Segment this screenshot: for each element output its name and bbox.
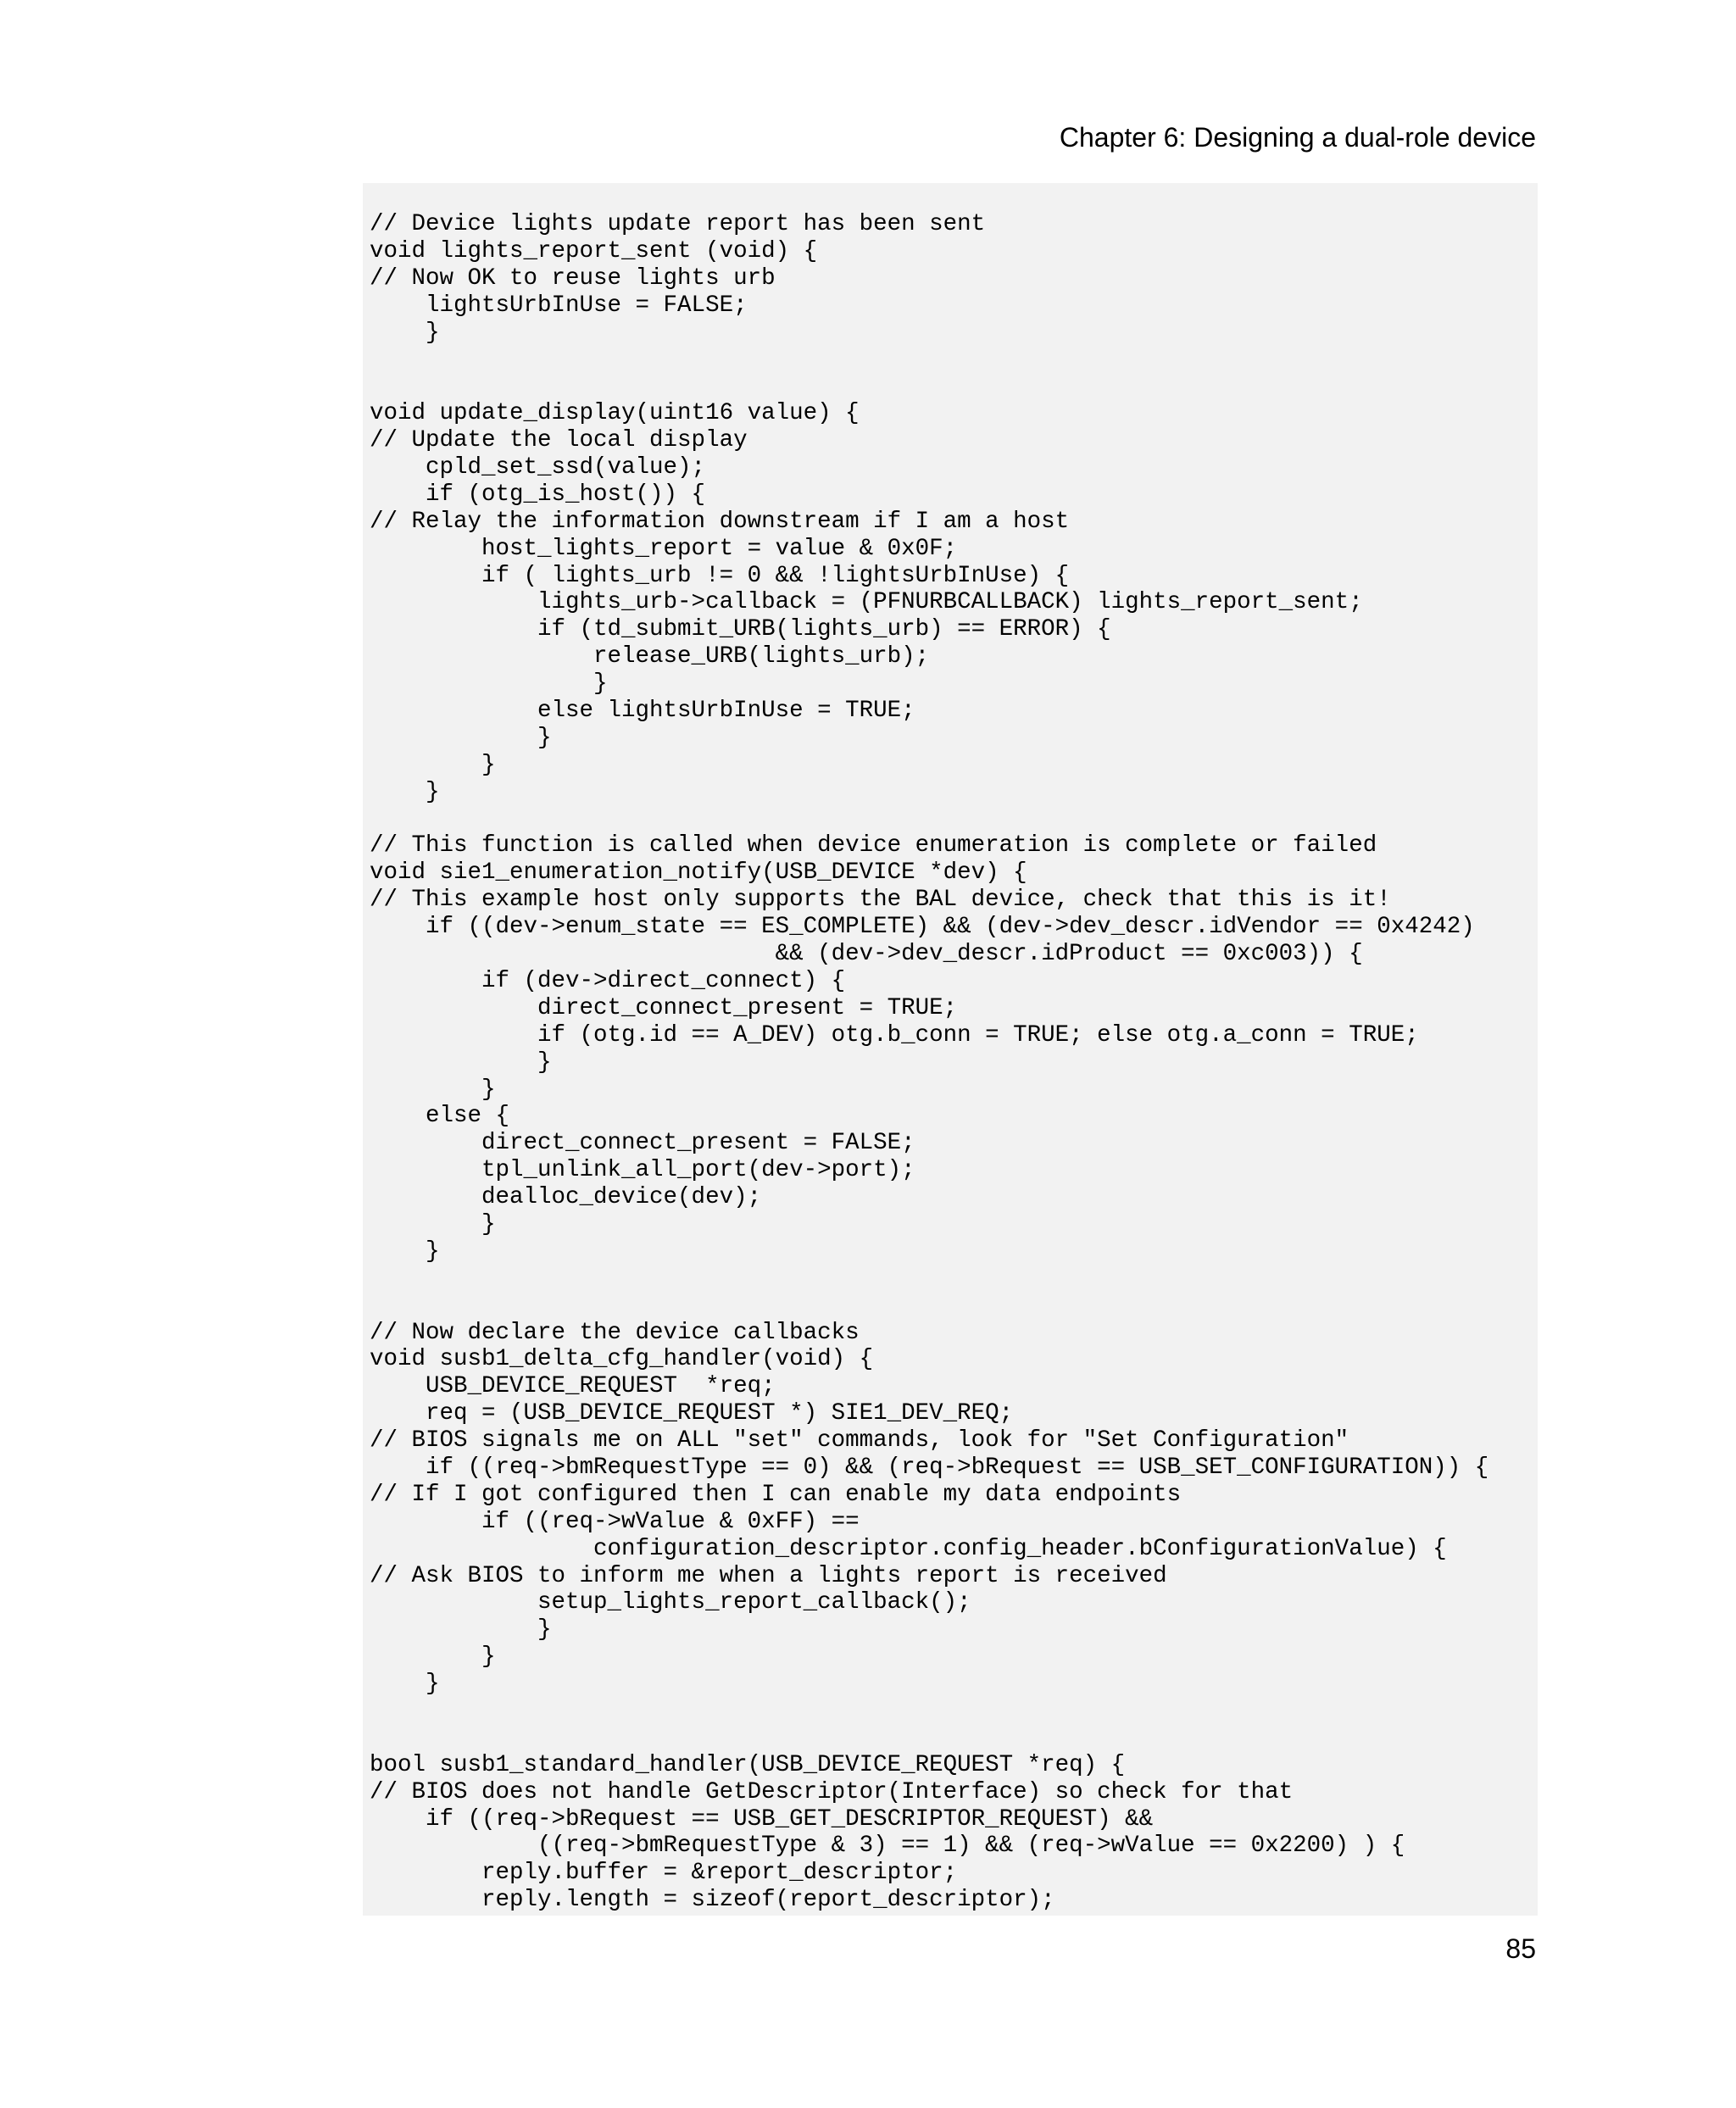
code-line [370, 346, 1488, 373]
code-line: // Now OK to reuse lights urb [370, 264, 776, 292]
code-line: req = (USB_DEVICE_REQUEST *) SIE1_DEV_REQ; [370, 1400, 1014, 1427]
code-line: direct_connect_present = TRUE; [370, 994, 958, 1021]
code-line: } [370, 1048, 552, 1076]
code-line: && (dev->dev_descr.idProduct == 0xc003)) { [370, 941, 1363, 968]
code-line: // This example host only supports the BAL device, check that this is it! [370, 887, 1391, 914]
code-line: if ((dev->enum_state == ES_COMPLETE) && (dev->dev_descr.idVendor == 0x4242) [370, 914, 1475, 941]
code-line: } [370, 1644, 496, 1671]
code-line: host_lights_report = value & 0x0F; [370, 535, 958, 562]
code-line: // Now declare the device callbacks [370, 1319, 860, 1346]
code-line: } [370, 1076, 496, 1103]
code-line: void lights_report_sent (void) { [370, 237, 818, 264]
code-line: void sie1_enumeration_notify(USB_DEVICE *dev) { [370, 859, 1027, 887]
code-line: if ((req->bmRequestType == 0) && (req->bRequest == USB_SET_CONFIGURATION)) { [370, 1454, 1489, 1481]
code-line: reply.length = sizeof(report_descriptor); [370, 1887, 1055, 1914]
code-line: // BIOS signals me on ALL "set" commands, look for "Set Configuration" [370, 1427, 1349, 1454]
code-line [370, 1265, 1488, 1293]
chapter-header: Chapter 6: Designing a dual-role device [1059, 122, 1536, 153]
code-line: tpl_unlink_all_port(dev->port); [370, 1157, 915, 1184]
code-line: USB_DEVICE_REQUEST *req; [370, 1373, 776, 1400]
code-listing [370, 211, 1488, 1914]
code-line [370, 806, 1488, 833]
code-line: direct_connect_present = FALSE; [370, 1130, 915, 1157]
code-line: } [370, 1210, 496, 1238]
code-line: // Update the local display [370, 427, 748, 454]
code-line: } [370, 1238, 440, 1265]
code-line: // Relay the information downstream if I am a host [370, 508, 1070, 535]
code-line: } [370, 778, 440, 805]
code-line: cpld_set_ssd(value); [370, 454, 706, 481]
code-line: void update_display(uint16 value) { [370, 400, 860, 427]
page-number: 85 [1505, 1933, 1536, 1964]
code-line [370, 373, 1488, 400]
code-line: if ( lights_urb != 0 && !lightsUrbInUse) { [370, 562, 1070, 589]
code-line: if ((req->wValue & 0xFF) == [370, 1508, 860, 1535]
code-line: } [370, 1671, 440, 1698]
code-line: ((req->bmRequestType & 3) == 1) && (req->wValue == 0x2200) ) { [370, 1833, 1405, 1860]
code-line: bool susb1_standard_handler(USB_DEVICE_REQUEST *req) { [370, 1751, 1126, 1778]
code-line: release_URB(lights_urb); [370, 643, 930, 670]
code-line: else { [370, 1103, 510, 1130]
code-line: if (otg_is_host()) { [370, 481, 706, 508]
code-line: else lightsUrbInUse = TRUE; [370, 698, 915, 725]
code-line: lightsUrbInUse = FALSE; [370, 292, 748, 319]
code-line: dealloc_device(dev); [370, 1184, 762, 1211]
code-line: lights_urb->callback = (PFNURBCALLBACK) lights_report_sent; [370, 589, 1363, 616]
code-line: // BIOS does not handle GetDescriptor(Interface) so check for that [370, 1778, 1294, 1805]
code-line: } [370, 751, 496, 778]
code-line: if (dev->direct_connect) { [370, 967, 846, 994]
code-line: setup_lights_report_callback(); [370, 1589, 971, 1616]
code-line [370, 1293, 1488, 1320]
code-line: void susb1_delta_cfg_handler(void) { [370, 1346, 874, 1373]
code-line: // Device lights update report has been sent [370, 211, 986, 237]
code-line: } [370, 1616, 552, 1644]
code-line [370, 1698, 1488, 1725]
code-line: reply.buffer = &report_descriptor; [370, 1860, 958, 1887]
code-line: if ((req->bRequest == USB_GET_DESCRIPTOR_REQUEST) && [370, 1805, 1154, 1833]
code-line: // This function is called when device enumeration is complete or failed [370, 832, 1377, 859]
code-line: if (otg.id == A_DEV) otg.b_conn = TRUE; else otg.a_conn = TRUE; [370, 1021, 1419, 1048]
code-line: if (td_submit_URB(lights_urb) == ERROR) { [370, 616, 1111, 643]
code-line: } [370, 670, 608, 698]
code-line: } [370, 319, 440, 346]
code-line: } [370, 724, 552, 751]
code-line [370, 1725, 1488, 1752]
code-line: // Ask BIOS to inform me when a lights report is received [370, 1562, 1167, 1589]
code-line: // If I got configured then I can enable my data endpoints [370, 1481, 1182, 1508]
code-line: configuration_descriptor.config_header.bConfigurationValue) { [370, 1535, 1447, 1562]
code-listing-box [363, 183, 1538, 1916]
